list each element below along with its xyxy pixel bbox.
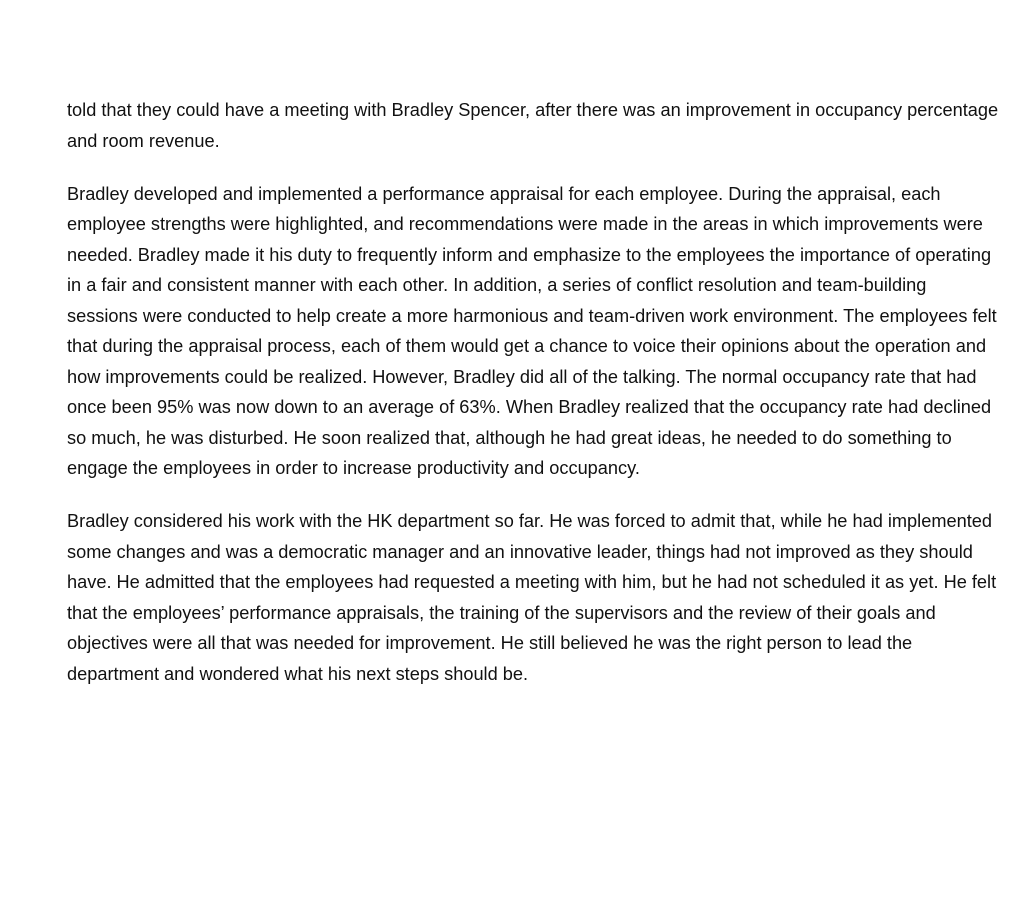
document-body (67, 95, 1002, 712)
paragraph-continuation: told that they could have a meeting with Bradley Spencer, after there was an improvement in occupancy percentage and room revenue. (67, 100, 999, 151)
paragraph-performance-appraisal: Bradley developed and implemented a performance appraisal for each employee. During the appraisal, each employee strengths were highlighted, and recommendations were made in the areas in which improvements were needed. Bradley made it his duty to frequently inform and emphasize to the employees the importance of operating in a fair and consistent manner with each other. In addition, a series of conflict resolution and team-building sessions were conducted to help create a more harmonious and team-driven work environment. The employees felt that during the appraisal process, each of them would get a chance to voice their opinions about the operation and how improvements could be realized. However, Bradley did all of the talking. The normal occupancy rate that had once been 95% was now down to an average of 63%. When Bradley realized that the occupancy rate had declined so much, he was disturbed. He soon realized that, although he had great ideas, he needed to do something to engage the employees in order to increase productivity and occupancy. (67, 183, 997, 478)
paragraph-hk-department-review: Bradley considered his work with the HK department so far. He was forced to admit that, while he had implemented some changes and was a democratic manager and an innovative leader, things had not improved as they should have. He admitted that the employees had requested a meeting with him, but he had not scheduled it as yet. He felt that the employees’ performance appraisals, the training of the supervisors and the review of their goals and objectives were all that was needed for improvement. He still believed he was the right person to lead the department and wondered what his next steps should be. (67, 511, 997, 684)
